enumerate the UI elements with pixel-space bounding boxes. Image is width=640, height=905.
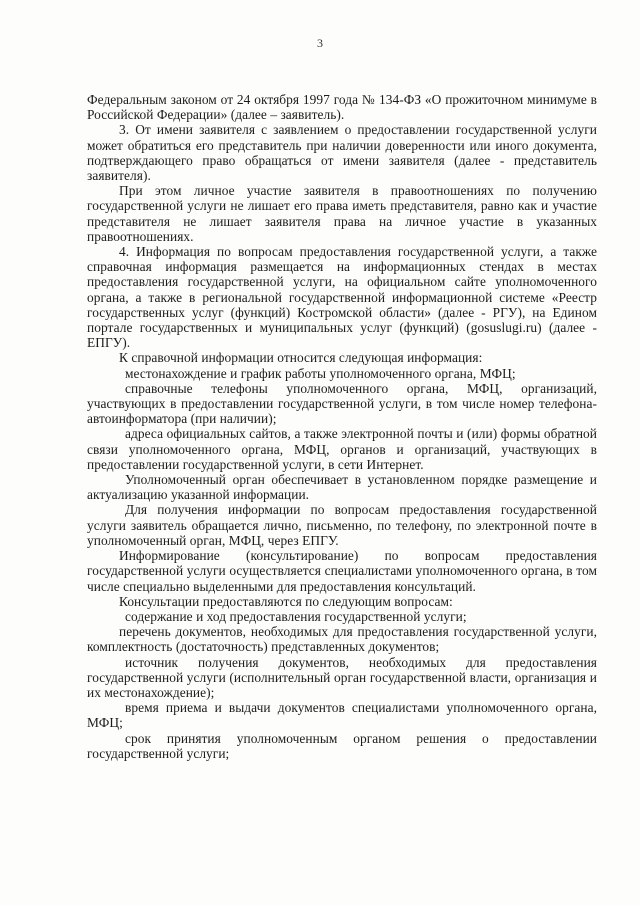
- paragraph-representative: При этом личное участие заявителя в правоотношениях по получению государственной услуги не лишает его права иметь представителя, равно как и участие представителя не лишает заявителя права на личное участие в указанных правоотношениях.: [87, 183, 597, 244]
- list-item-documents: перечень документов, необходимых для предоставления государственной услуги, комплектность (достаточность) представленных документов;: [87, 624, 597, 655]
- paragraph-obtaining-info: Для получения информации по вопросам предоставления государственной услуги заявитель обращается лично, письменно, по телефону, по электронной почте в уполномоченный орган, МФЦ, через ЕПГУ.: [87, 502, 597, 548]
- paragraph-continuation: Федеральным законом от 24 октября 1997 года № 134-ФЗ «О прожиточном минимуме в Российской Федерации» (далее – заявитель).: [87, 92, 597, 123]
- list-item-source: источник получения документов, необходимых для предоставления государственной услуги (исполнительный орган государственной власти, организация и их местонахождение);: [87, 654, 597, 700]
- document-body: [87, 92, 597, 761]
- paragraph-authority-provides: Уполномоченный орган обеспечивает в установленном порядке размещение и актуализацию указанной информации.: [87, 472, 597, 503]
- list-item-deadline: срок принятия уполномоченным органом решения о предоставлении государственной услуги;: [87, 730, 597, 761]
- list-item-location: местонахождение и график работы уполномоченного органа, МФЦ;: [125, 365, 516, 381]
- list-item-content: содержание и ход предоставления государственной услуги;: [125, 608, 467, 624]
- list-item-phones: справочные телефоны уполномоченного органа, МФЦ, организаций, участвующих в предоставлении государственной услуги, в том числе номер телефона-автоинформатора (при наличии);: [87, 380, 597, 427]
- paragraph-consultation-topics: Консультации предоставляются по следующим вопросам:: [119, 593, 453, 609]
- paragraph-item-3: 3. От имени заявителя с заявлением о предоставлении государственной услуги может обратиться его представитель при наличии доверенности или иного документа, подтверждающего право обращаться от имени заявителя (далее - представитель заявителя).: [87, 122, 597, 184]
- list-item-time: время приема и выдачи документов специалистами уполномоченного органа, МФЦ;: [87, 700, 597, 731]
- page-number: 3: [317, 36, 323, 50]
- paragraph-item-4: 4. Информация по вопросам предоставления государственной услуги, а также справочная информация размещается на информационных стендах в местах предоставления государственной услуги, на официальном сайте уполномоченного органа, а также в региональной государственной информационной системе «Реестр государственных услуг (функций) Костромской области» (далее - РГУ), на Едином портале государственных и муниципальных услуг (функций) (gosuslugi.ru) (далее - ЕПГУ).: [87, 244, 597, 351]
- paragraph-reference-info: К справочной информации относится следующая информация:: [119, 350, 483, 366]
- list-item-websites: адреса официальных сайтов, а также электронной почты и (или) формы обратной связи уполномоченного органа, МФЦ, органов и организаций, участвующих в предоставлении государственной услуги, в сети Интернет.: [87, 426, 597, 472]
- paragraph-consulting: Информирование (консультирование) по вопросам предоставления государственной услуги осуществляется специалистами уполномоченного органа, в том числе специально выделенными для предоставления консультаций.: [87, 548, 597, 594]
